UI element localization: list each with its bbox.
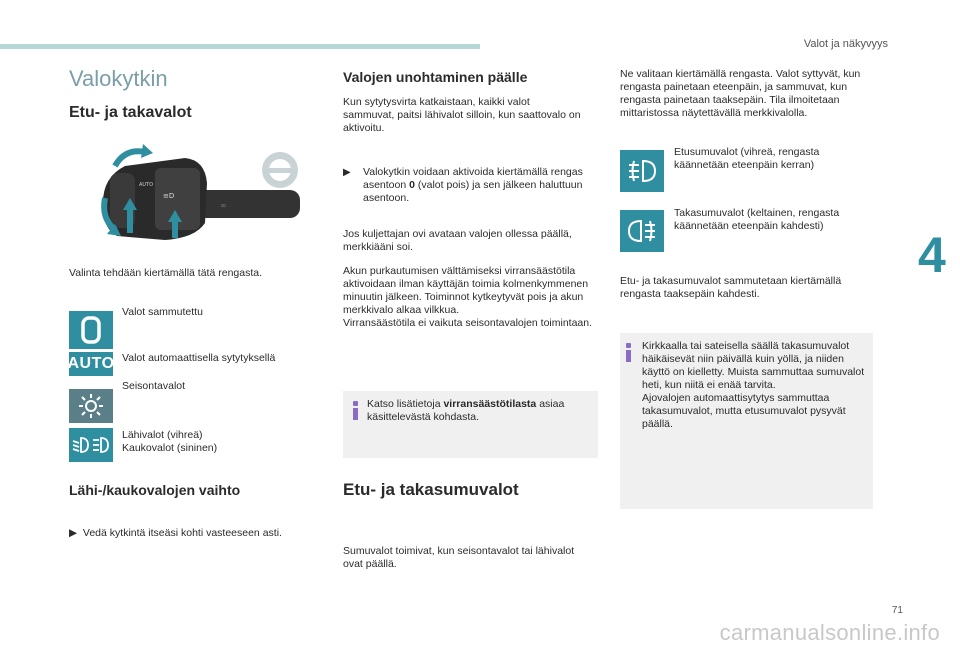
parking-light-icon (69, 389, 113, 423)
position-off-icon (69, 311, 113, 349)
dipped-beam-label: Lähivalot (vihreä) (122, 429, 203, 441)
ring-instruction-text: Valinta tehdään kiertämällä tätä rengasta. (69, 267, 263, 279)
info-text-c: asiaa käsittelevästä kohdasta. (367, 398, 565, 423)
main-beam-label: Kaukovalot (sininen) (122, 442, 218, 454)
reset-text-a: Valokytkin voidaan aktivoida kiertämällä rengas asentoon (363, 166, 583, 191)
page-title: Valokytkin (69, 66, 168, 91)
economy-mode-text-2: Virransäästötila ei vaikuta seisontavalojen toimintaan. (343, 317, 593, 329)
economy-mode-text-1: Akun purkautumisen välttämiseksi virransäästötila aktivoidaan ilman käyttäjän toimia kolmenkymmenen minuutin jälkeen. Toiminnot kytkeytyvät pois ja akun merkkivalo alkaa vilkkua. (343, 265, 589, 316)
info-icon (626, 343, 631, 363)
reset-text-c: (valot pois) ja sen jälkeen haluttuun asentoon. (363, 179, 583, 204)
parking-light-label: Seisontavalot (122, 380, 186, 392)
reset-instruction (343, 166, 593, 205)
info-text-b: virransäästötilasta (443, 398, 537, 410)
info-box-fog-warning (620, 333, 873, 509)
chapter-title: Valot ja näkyvyys (803, 38, 888, 50)
lights-left-on-text: Kun sytytysvirta katkaistaan, kaikki valot sammuvat, paitsi lähivalot silloin, kun saattovalo on aktivoitu. (343, 96, 581, 134)
watermark: carmanualsonline.info (719, 620, 940, 645)
door-open-chime-text: Jos kuljettajan ovi avataan valojen ollessa päällä, merkkiääni soi. (343, 228, 572, 253)
section-heading-front-rear-lights: Etu- ja takavalot (69, 104, 192, 121)
position-auto-icon: AUTO (69, 352, 113, 376)
light-switch-stalk-illustration (95, 138, 315, 248)
section-heading-dip-main: Lähi-/kaukovalojen vaihto (69, 482, 241, 498)
info-fog-warning-1: Kirkkaalla tai sateisella säällä takasumuvalot häikäisevät niin päivällä kuin yöllä, ja niiden käyttö on kielletty. Muista sammuttaa sumuvalot heti, kun niitä ei enää tarvita. (642, 340, 865, 391)
front-fog-label: Etusumuvalot (vihreä, rengasta käännetään eteenpäin kerran) (674, 146, 820, 171)
info-fog-warning-text (642, 340, 870, 431)
bullet-icon: ▶ (69, 527, 83, 539)
economy-mode-text (343, 265, 593, 330)
dip-instruction-text: Vedä kytkintä itseäsi kohti vasteeseen asti. (82, 527, 282, 539)
info-economy-text (367, 398, 592, 424)
info-fog-warning-2: Ajovalojen automaattisytytys sammuttaa takasumuvalot, mutta etusumuvalot pysyvät päällä. (642, 392, 846, 430)
position-off-label: Valot sammutettu (122, 306, 203, 318)
info-text-a: Katso lisätietoja (367, 398, 444, 410)
rear-fog-icon (620, 210, 664, 252)
reset-text-b: 0 (409, 179, 415, 191)
fog-selection-text: Ne valitaan kiertämällä rengasta. Valot syttyvät, kun rengasta painetaan eteenpäin, ja sammuvat, kun rengasta painetaan taaksepäin. Tila ilmoitetaan mittaristossa näytettävällä merkkivalolla. (620, 68, 861, 119)
page-number: 71 (891, 605, 903, 616)
svg-text:≡D: ≡D (163, 192, 175, 200)
section-heading-lights-left-on: Valojen unohtaminen päälle (343, 69, 528, 85)
position-auto-label: Valot automaattisella sytytyksellä (122, 352, 276, 364)
svg-text:AUTO: AUTO (139, 182, 154, 188)
rear-fog-label: Takasumuvalot (keltainen, rengasta käännetään eteenpäin kahdesti) (674, 207, 840, 232)
fog-off-text: Etu- ja takasumuvalot sammutetaan kiertämällä rengasta taaksepäin kahdesti. (620, 275, 842, 300)
chapter-number-tab (918, 227, 960, 288)
top-accent-bar (0, 44, 480, 49)
info-icon (353, 401, 358, 421)
svg-text:∞: ∞ (220, 201, 227, 210)
info-box-economy (343, 391, 598, 458)
front-fog-icon (620, 150, 664, 192)
section-heading-fog-lights: Etu- ja takasumuvalot (343, 480, 519, 499)
dip-instruction (69, 527, 329, 540)
dipped-main-beam-icon (69, 428, 113, 462)
fog-lights-text: Sumuvalot toimivat, kun seisontavalot tai lähivalot ovat päällä. (343, 545, 575, 570)
bullet-icon: ▶ (343, 167, 351, 178)
chapter-number: 4 (918, 227, 946, 283)
